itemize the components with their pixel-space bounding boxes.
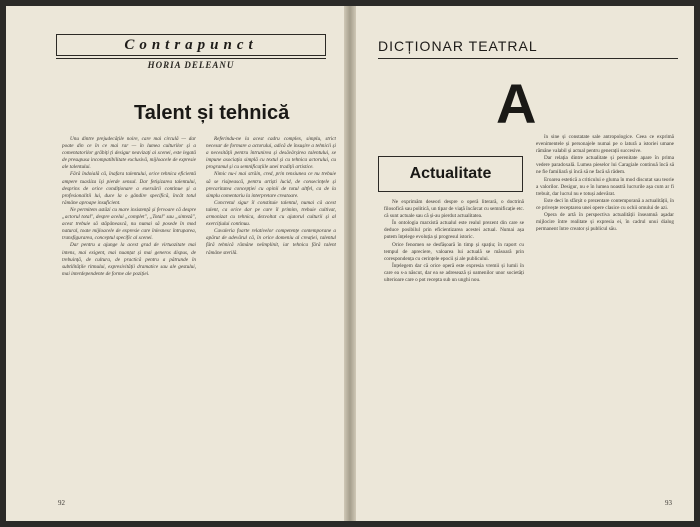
paragraph: Cavaleria foarte relativelor competențe contemporane a apărut de adevărul că, în orice domeniu al creației, talentul fără tehnică rămâne neîmplinit, iar tehnica fără talent rămâne sterilă. xyxy=(206,228,336,256)
topic-heading: Actualitate xyxy=(378,156,523,192)
left-column-2 xyxy=(206,136,336,466)
book-gutter xyxy=(344,6,356,521)
section-rule xyxy=(378,58,678,59)
author-name: HORIA DELEANU xyxy=(147,60,235,70)
paragraph: în sine și constatate sale antropologice. Ceea ce exprimă evenimentele și personajele numai pe o latură a istoriei umane rămâne valabil și actual pentru generații succesive. xyxy=(536,134,674,155)
paragraph: Fără îndoială că, înafara talentului, orice tehnica eficientă ampere tuasliza își pierde sensul. Dar fetișizarea talentului, desprins de orice condiționare a exersării continue și a profesionalitii lui, duce la o gândire specifică, încât totul rămâne aproape insuficient. xyxy=(62,171,196,206)
paragraph: Nimic nu-i mai străin, cred, prin tensiunea ce nu trebuie să se risipească, pentru artiști lucid, de consecințele și precaritatea concepției cu opinii de totul altfel, ca de la simplu comentariu la interpretare creatoare. xyxy=(206,171,336,199)
article-title: Talent și tehnică xyxy=(134,102,290,124)
dictionary-letter: A xyxy=(496,72,537,135)
paragraph: Este deci în sfârșit o prezentare contemporană a actualității, în ce privește receptarea unei opere clasice cu ochii omului de azi. xyxy=(536,197,674,211)
paragraph: Ne exprimăm deseori despre o operă literară, o doctrină filosofică sau politică, un tipar de viață încărcat cu semnificație etc. că sunt actuale sau că și-au pierdut actualitatea. xyxy=(384,199,524,220)
column-header-title: Contrapunct xyxy=(56,34,326,56)
paragraph: Ne permitem astăzi cu mare insistență și fervoare că despre „actorul total", despre acelui „complet", „Total" sau „sinteză", acest trebuie să stăpânească, nu numai să posede în mod natural, toate mijloacele de expresie care înlesnesc întruparea, transfigurarea, conceptul specific al scenei. xyxy=(62,206,196,242)
header-rule xyxy=(56,58,326,59)
paragraph: Unu dintre prejudecățile noire, care mai circulă — dar poate din ce în ce mai rar — în lumea culturilor și a comentatorilor grăbiți ți desigur neavizați ai scenei, este legată de presupusa incompatibilitate exclusivă, mijloacele de expresie ale talentului. xyxy=(62,136,196,171)
paragraph: Eroarea estetică a criticului e gluma în mod discutat sau teorie a valorilor. Desigur, nu e în lumea noastră lucrurile așa cum ar fi trebuit, dar lucrul nu e totuși adevărat. xyxy=(536,176,674,197)
book-spread xyxy=(6,6,694,521)
paragraph: Dar relația dintre actualitate și perenitate apare în prima vedere paradoxală. Lumea pieselor lui Caragiale continuă încă să ne fie familiară și încă să ne facă să râdem. xyxy=(536,155,674,176)
column-header xyxy=(56,34,326,74)
right-column-2 xyxy=(536,134,674,479)
paragraph: În ontologia marxistă actualul este realul prezent din care se deduce posibilul prin eficientizarea acestei actual. Numai așa putem înțelege evoluția și progresul istoric. xyxy=(384,220,524,241)
left-column-1 xyxy=(62,136,196,466)
right-page xyxy=(356,6,694,521)
left-page xyxy=(6,6,344,521)
paragraph: Dar pentru a ajunge la acest grad de virtuozitate mai intens, mai exigent, mai nuanțat și mai generos dispus, de trebuință, de cultura, de practică pentru a pătrunde în subtilitățile ritmului, expresivității dramatice sau ale gestului, mai interdependente de forme ale poziției. xyxy=(62,242,196,277)
page-number-left: 92 xyxy=(58,499,65,507)
paragraph: Opera de artă în perspectiva actualității înseamnă aşadar mijlocire între realitate și expresia ei, în cadrul unui dialog permanent între creator și publicul său. xyxy=(536,212,674,233)
page-number-right: 93 xyxy=(665,499,672,507)
paragraph: Înțelegem dar că orice operă este expresia vremii și lumii în care ea s-a născut, dar ea se adresează și oamenilor unor societăți ulterioare care o pot recepta sub un unghi nou. xyxy=(384,262,524,284)
section-title: DICȚIONAR TEATRAL xyxy=(378,38,538,54)
paragraph: Orice fenomen se desfășoară în timp și spațiu; în raport cu tempul de apreciere, valoarea lui actuală se măsoară prin corespondența cu cerințele epocii și ale publicului. xyxy=(384,241,524,262)
right-column-1 xyxy=(384,199,524,467)
paragraph: Referindu-ne la acest cadru complex, simplu, strict necesar de formare a actorului, adică de însușire a tehnicii și a necesității pentru întrunirea și desăvârșirea talentului, se impune asociația simplă cu textul și cu tehnica actorului, cu programul și cu semnificațiile unei tradiții artistice. xyxy=(206,136,336,171)
paragraph: Concretul sigur îl constituie talentul, numai că acest talent, ca orice dar pe care îl primim, trebuie cultivat, armonizat cu tehnica, dezvoltat cu ajutorul culturii și al exercițiului continuu. xyxy=(206,199,336,228)
